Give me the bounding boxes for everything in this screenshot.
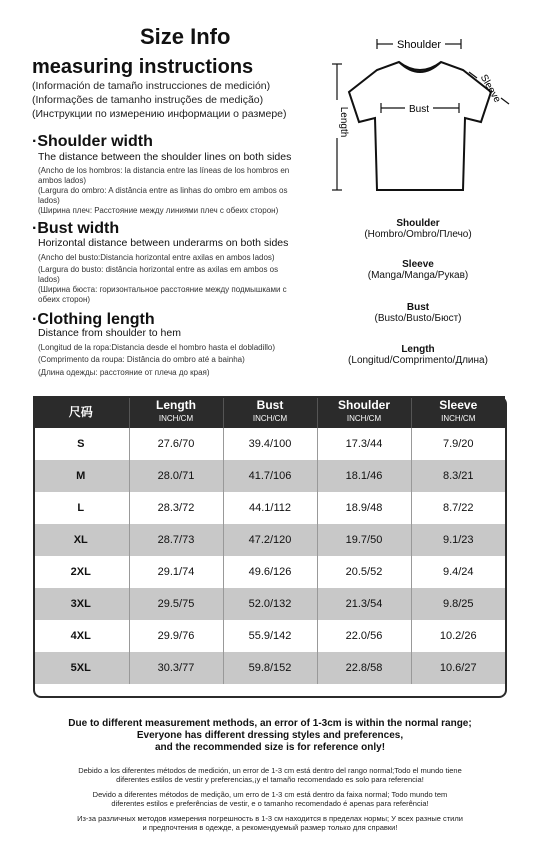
sleeve-cell: 10.6/27 <box>439 662 477 674</box>
shoulder-cell: 22.0/56 <box>317 620 411 652</box>
size-cell: 3XL <box>33 588 129 620</box>
length-column-header <box>129 396 223 428</box>
shoulder-header-label: Shoulder <box>337 398 390 412</box>
table-row <box>33 492 505 524</box>
notice-en-line2: Everyone has different dressing styles and preferences, <box>136 730 404 741</box>
bust-column-header <box>223 396 317 428</box>
bust-section-title: ·Bust width <box>32 220 120 237</box>
length-section-es: (Longitud de la ropa:Distancia desde el hombro hasta el dobladillo) <box>38 343 276 352</box>
notice-pt-line1: Devido a diferentes métodos de medição, um erro de 1-3 cm está dentro da faixa normal; Todo mundo tem <box>92 790 448 799</box>
length-cell: 28.3/72 <box>129 492 223 524</box>
subtitle-es: (Información de tamaño instrucciones de medición) <box>32 80 271 92</box>
bust-header-unit: INCH/CM <box>252 414 288 423</box>
bust-section-ru: (Ширина бюста: горизонтальное расстояние между подмышками с обеих сторон) <box>38 285 287 304</box>
length-section-title: ·Clothing length <box>32 311 155 328</box>
shoulder-header-unit: INCH/CM <box>346 414 382 423</box>
size-cell: L <box>33 492 129 524</box>
length-section-pt: (Comprimento da roupa: Distância do ombro até a bainha) <box>38 355 245 364</box>
bust-cell: 49.6/126 <box>223 556 317 588</box>
table-row <box>33 620 505 652</box>
page-subtitle: measuring instructions <box>32 56 254 78</box>
bust-section-es: (Ancho del busto:Distancia horizontal entre axilas en ambos lados) <box>38 253 275 262</box>
table-row <box>33 652 505 684</box>
table-row <box>33 460 505 492</box>
notice-en <box>30 718 510 754</box>
diagram-bust-label: Bust <box>408 104 430 115</box>
size-cell: M <box>33 460 129 492</box>
table-row <box>33 556 505 588</box>
legend-shoulder-sub: (Hombro/Ombro/Плечо) <box>364 229 472 240</box>
notice-pt <box>30 790 510 808</box>
size-column-header: 尺码 <box>33 396 129 428</box>
size-cell: 2XL <box>33 556 129 588</box>
length-cell: 28.7/73 <box>129 524 223 556</box>
length-cell: 29.1/74 <box>129 556 223 588</box>
legend-bust <box>338 302 498 324</box>
shoulder-cell: 18.1/46 <box>317 460 411 492</box>
bust-cell: 59.8/152 <box>223 652 317 684</box>
legend-sleeve-sub: (Manga/Manga/Рукав) <box>367 270 469 281</box>
table-row <box>33 428 505 460</box>
notice-es <box>30 766 510 784</box>
notice-en-line3: and the recommended size is for reference only! <box>154 742 386 753</box>
sleeve-cell: 9.8/25 <box>442 598 474 610</box>
subtitle-pt: (Informações de tamanho instruções de medição) <box>32 94 264 106</box>
notice-en-line1: Due to different measurement methods, an error of 1-3cm is within the normal range; <box>68 718 472 729</box>
shoulder-cell: 22.8/58 <box>317 652 411 684</box>
bust-cell: 55.9/142 <box>223 620 317 652</box>
bust-cell: 41.7/106 <box>223 460 317 492</box>
notice-es-line1: Debido a los diferentes métodos de medición, un error de 1-3 cm está dentro del rango normal;Todo el mundo tiene <box>78 766 462 775</box>
sleeve-cell: 10.2/26 <box>439 630 477 642</box>
shoulder-cell: 21.3/54 <box>317 588 411 620</box>
tshirt-diagram <box>325 30 515 205</box>
shoulder-column-header <box>317 396 411 428</box>
length-header-label: Length <box>156 398 196 412</box>
sleeve-cell: 9.1/23 <box>442 534 474 546</box>
notice-ru <box>30 814 510 832</box>
length-section-ru: (Длина одежды: расстояние от плеча до края) <box>38 368 210 377</box>
sleeve-column-header <box>411 396 505 428</box>
bust-cell: 39.4/100 <box>223 428 317 460</box>
length-cell: 29.5/75 <box>129 588 223 620</box>
bust-cell: 44.1/112 <box>223 492 317 524</box>
legend-bust-sub: (Busto/Busto/Бюст) <box>374 313 462 324</box>
size-cell: 4XL <box>33 620 129 652</box>
sleeve-header-label: Sleeve <box>439 398 478 412</box>
notice-es-line2: diferentes estilos de vestir y preferencias,¡y el tamaño recomendado es solo para referencia! <box>116 775 424 784</box>
size-table <box>33 396 505 684</box>
legend-bust-title: Bust <box>406 302 430 313</box>
sleeve-cell: 8.3/21 <box>442 470 474 482</box>
length-header-unit: INCH/CM <box>158 414 194 423</box>
bust-header-label: Bust <box>256 398 284 412</box>
legend-length-title: Length <box>401 344 435 355</box>
size-cell: S <box>33 428 129 460</box>
length-section-desc: Distance from shoulder to hem <box>38 327 181 339</box>
table-row <box>33 588 505 620</box>
sleeve-header-unit: INCH/CM <box>441 414 476 423</box>
legend-length <box>338 344 498 366</box>
bust-cell: 52.0/132 <box>223 588 317 620</box>
length-cell: 27.6/70 <box>129 428 223 460</box>
notice-ru-line1: Из-за различных методов измерения погрешность в 1-3 см находится в пределах нормы; У всех разные стили <box>77 814 463 823</box>
bust-cell: 47.2/120 <box>223 524 317 556</box>
sleeve-cell: 8.7/22 <box>442 502 474 514</box>
length-cell: 30.3/77 <box>129 652 223 684</box>
size-table-header <box>33 396 505 428</box>
shoulder-cell: 18.9/48 <box>317 492 411 524</box>
page-title: Size Info <box>140 24 231 49</box>
shoulder-section-ru: (Ширина плеч: Расстояние между линиями плеч с обеих сторон) <box>38 206 279 215</box>
sleeve-cell: 9.4/24 <box>442 566 474 578</box>
shoulder-section-es: (Ancho de los hombros: la distancia entre las líneas de los hombros en ambos lados) <box>38 166 290 185</box>
bust-section-desc: Horizontal distance between underarms on both sides <box>38 237 289 249</box>
shoulder-cell: 20.5/52 <box>317 556 411 588</box>
tshirt-outline <box>349 62 491 190</box>
legend-sleeve-title: Sleeve <box>402 259 434 270</box>
size-cell: XL <box>33 524 129 556</box>
sleeve-cell: 7.9/20 <box>442 438 474 450</box>
legend-shoulder-title: Shoulder <box>396 218 440 229</box>
legend-sleeve <box>338 259 498 281</box>
legend-shoulder <box>338 218 498 240</box>
legend-length-sub: (Longitud/Comprimento/Длина) <box>348 355 488 366</box>
shoulder-cell: 17.3/44 <box>317 428 411 460</box>
shoulder-section-title: ·Shoulder width <box>32 133 153 150</box>
table-row <box>33 524 505 556</box>
notice-pt-line2: diferentes estilos e preferências de vestir, e o tamanho recomendado é apenas para referência! <box>111 799 429 808</box>
shoulder-section-desc: The distance between the shoulder lines on both sides <box>38 151 292 163</box>
notice-ru-line2: и предпочтения в одежде, а рекомендуемый размер только для справки! <box>142 823 398 832</box>
length-cell: 29.9/76 <box>129 620 223 652</box>
diagram-shoulder-label: Shoulder <box>396 39 442 51</box>
diagram-sleeve-label: Sleeve <box>477 72 503 105</box>
shoulder-cell: 19.7/50 <box>317 524 411 556</box>
bust-section-pt: (Largura do busto: distância horizontal entre as axilas em ambos os lados) <box>38 265 279 284</box>
diagram-length-label: Length <box>338 106 349 138</box>
size-cell: 5XL <box>33 652 129 684</box>
length-cell: 28.0/71 <box>129 460 223 492</box>
shoulder-section-pt: (Largura do ombro: A distância entre as linhas do ombro em ambos os lados) <box>38 186 288 205</box>
subtitle-ru: (Инструкции по измерению информации о размере) <box>32 108 287 120</box>
